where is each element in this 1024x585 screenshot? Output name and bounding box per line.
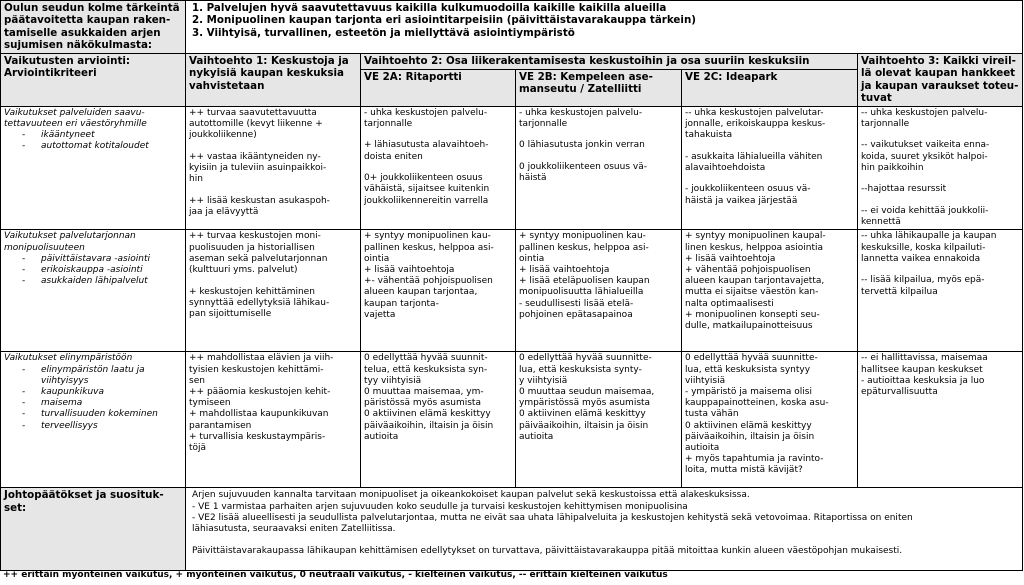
text-line: puolisuuden ja historiallisen [189,242,315,253]
impact-entry [685,184,854,206]
text-line: häistä [519,173,547,184]
ve2a-header: VE 2A: Ritaportti [361,70,516,107]
text-line: ++ vastaa ikääntyneiden ny- [189,151,321,162]
text-line: pallinen keskus, helppoa asi- [519,242,649,253]
text-line: kauppapainotteinen, koska asu- [685,398,829,409]
text-line: alueen kaupan tarjontavajetta, [685,276,825,287]
text-line: lähiasutusta, seuraavaksi eniten Zatelliitissa. [192,524,396,535]
cell-ve1 [186,106,361,230]
sub-criterion: - autottomat kotitaloudet [22,141,182,152]
cell-ve3 [858,352,1023,488]
text-line: autottomille (kevyt liikenne + [189,118,323,129]
text-line: + vähentää pohjoispuolisen [685,265,811,276]
impact-entry [192,546,1016,557]
text-line: hin paikkoihin [861,162,924,173]
goal-item: 3. Viihtyisä, turvallinen, esteetön ja miellyttävä asiointiympäristö [192,26,575,39]
criterion-cell: Vaikutukset elinympäristöön - elinympäristön laatu ja viihtyisyys - kaupunkikuva - maisema - turvallisuuden kokeminen - terveellisyys [1,352,186,488]
cell-ve2c [682,352,858,488]
impact-entry [519,162,678,184]
text-line: + myös tapahtumia ja ravinto- [685,454,824,465]
text-line: VE 2B: Kempeleen ase- [519,71,653,84]
text-line: ++ turvaa keskustojen moni- [189,231,321,242]
impact-entry [685,231,854,332]
cell-ve1 [186,230,361,352]
text-line: vähäistä, sijaitsee kuitenkin [364,184,490,195]
text-line: Oulun seudun kolme tärkeintä [4,2,180,14]
text-line: + monipuolinen konsepti seu- [685,309,820,320]
text-line: lannetta vaikea ennakoida [861,253,981,264]
text-line: - uhka keskustojen palvelu- [519,107,643,118]
cell-ve2c [682,106,858,230]
text-line: -- lisää kilpailua, myös epä- [861,275,985,286]
cell-ve2a [361,352,516,488]
ve2-header: Vaihtoehto 2: Osa liikerakentamisesta keskustoihin ja osa suuriin keskuksiin [361,54,858,70]
sub-criterion: - ikääntyneet [22,130,182,141]
text-line: 0 edellyttää hyvää suunnit- [364,353,488,364]
text-line: 0 edellyttää hyvää suunnitte- [519,353,652,364]
impact-entry [189,231,357,276]
text-line: manseutu / Zatelliitti [519,83,642,96]
impact-entry [519,140,678,151]
text-line: alavaihtoehdoista [685,162,766,173]
text-line: autioita [364,431,399,442]
text-line: Vaihtoehto 3: Kaikki vireil- [861,55,1016,67]
text-line: kyisiin ja tuleviin asuinpaikkoi- [189,162,327,173]
sub-criterion: - erikoiskauppa -asiointi [22,265,182,276]
impact-entry [861,108,1019,130]
text-line: parantamisen [189,420,252,431]
text-line: koida, suuret yksiköt halpoi- [861,151,988,162]
text-line: ja kaupan varaukset toteu- [861,79,1019,92]
text-line: + lisää vaihtoehtoja [685,253,776,264]
text-line: + lisää vaihtoehtoja [364,265,455,276]
table-row [1,106,1023,230]
text-line: + lisää eteläpuolisen kaupan [519,276,650,287]
impact-entry [519,353,678,443]
conclusions-row [1,488,1023,571]
text-line: doista eniten [364,151,423,162]
text-line: + syntyy monipuolinen kau- [519,231,646,242]
text-line: - ympäristö ja maisema olisi [685,387,812,398]
text-line: loita, mutta mistä kävijät? [685,465,803,476]
impact-entry [192,490,1016,535]
impact-entry [364,108,512,130]
text-line: jaa ja elävyyttä [189,206,259,217]
text-line: - VE 1 varmistaa parhaiten arjen sujuvuuden koko seudulle ja turvaisi keskustojen kehittymisen monipuolisina [192,501,688,512]
impact-entry [861,184,1019,195]
sub-criterion: - terveellisyys [22,421,182,432]
text-line: - autioittaa keskuksia ja luo [861,375,985,386]
text-line: (kulttuuri yms. palvelut) [189,265,298,276]
text-line: + lisää vaihtoehtoja [519,265,610,276]
impact-entry [189,353,357,454]
text-line: + syntyy monipuolinen kaupal- [685,231,826,242]
impact-entry [189,196,357,218]
text-line: epäturvallisuutta [861,387,938,398]
ve2c-header: VE 2C: Ideapark [682,70,858,107]
text-line: tyisien keskustojen kehittämi- [189,364,324,375]
text-line: Vaikutusten arviointi: [4,55,131,67]
text-line: + mahdollistaa kaupunkikuvan [189,409,329,420]
impact-entry [189,287,357,321]
impact-entry [364,140,512,162]
impact-entry [861,231,1019,265]
text-line: vajetta [364,309,396,320]
text-line: tervettä kilpailua [861,286,938,297]
text-line: päristössä myös asumista [364,398,481,409]
text-line: 0 muuttaa maisemaa, ym- [364,387,484,398]
text-line: ++ lisää keskustan asukaspoh- [189,195,330,206]
text-line: sujumisen näkökulmasta: [4,39,153,52]
text-line: + lähiasutusta alavaihtoeh- [364,140,489,151]
text-line: aseman sekä palvelutarjonnan [189,253,328,264]
impact-entry [861,206,1019,228]
text-line: jonnalle, erikoiskauppa keskus- [685,118,826,129]
text-line: - asukkaita lähialueilla vähiten [685,151,823,162]
impact-entry [861,353,1019,398]
impact-entry [861,275,1019,297]
text-line: 0 aktiivinen elämä keskittyy [519,409,646,420]
text-line: tyy viihtyisiä [364,375,422,386]
text-line: --hajottaa resurssit [861,184,947,195]
goal-item: 1. Palvelujen hyvä saavutettavuus kaikilla kulkumuodoilla kaikille kaikilla alueilla [192,2,667,14]
text-line: nykyisiä kaupan keskuksia [189,67,345,80]
sub-criterion [22,365,182,387]
intro-title [1,1,186,54]
text-line: päätavoitetta kaupan raken- [4,14,171,27]
text-line: -- uhka keskustojen palvelu- [861,107,988,118]
text-line: -- ei voida kehittää joukkolii- [861,206,989,217]
sub-criterion: - turvallisuuden kokeminen [22,409,182,420]
text-line: 0 muuttaa seudun maisemaa, [519,387,655,398]
cell-ve2b [516,230,682,352]
text-line: pan sijoittumiselle [189,309,272,320]
text-line: -- vaikutukset vaikeita enna- [861,140,990,151]
sub-criterion: - kaupunkikuva [22,387,182,398]
cell-ve3 [858,106,1023,230]
text-line: lua, että keskuksista syntyy [685,364,811,375]
text-line: ointia [519,253,545,264]
text-line: töjä [189,443,207,454]
text-line: päiväaikoihin, iltaisin ja öisin [685,431,815,442]
cell-ve2b [516,352,682,488]
text-line: - VE2 lisää alueellisesti ja seudullista palvelutarjontaa, mutta ne eivät saa uhata lähipalveluita ja keskustojen kehitystä sekä vetovoimaa. Ritaportissa on eniten [192,512,913,523]
text-line: -- uhka keskustojen palvelutar- [685,107,824,118]
text-line: dulle, matkailupainotteisuus [685,321,813,332]
text-line: ++ mahdollistaa elävien ja viih- [189,353,334,364]
criterion-cell: Vaikutukset palveluiden saavu- tettavuuteen eri väestöryhmille - ikääntyneet - autottomat kotitaloudet [1,106,186,230]
text-line: kennettä [861,217,901,228]
impact-entry [519,108,678,130]
text-line: hallitsee kaupan keskukset [861,364,983,375]
cell-ve3 [858,230,1023,352]
impact-entry [861,140,1019,174]
text-line: tarjonnalle [364,118,413,129]
sub-criterion: - päivittäistavara -asiointi [22,254,182,265]
text-line: päiväaikoihin, iltaisin ja öisin [364,420,494,431]
goals-list [186,1,1023,54]
text-line: viihtyisiä [685,375,726,386]
text-line: +- vähentää pohjoispuolisen [364,276,493,287]
text-line: autioita [685,443,720,454]
criteria-header [1,54,186,107]
text-line: 0+ joukkoliikenteen osuus [364,173,483,184]
text-line: + turvallisia keskustaympäris- [189,431,326,442]
text-line: lä olevat kaupan hankkeet [861,67,1016,80]
impact-entry [364,353,512,443]
text-line: 0 aktiivinen elämä keskittyy [364,409,491,420]
impact-entry [189,108,357,142]
text-line: pallinen keskus, helppoa asi- [364,242,494,253]
text-line: - seudullisesti lisää etelä- [519,298,634,309]
cell-ve2a [361,230,516,352]
text-line: Vaihtoehto 1: Keskustoja ja [189,55,349,67]
impact-legend: ++ erittäin myönteinen vaikutus, + myönteinen vaikutus, 0 neutraali vaikutus, - kielteinen vaikutus, -- erittäin kielteinen vaikutus [3,570,668,580]
cell-ve2a [361,106,516,230]
text-line: -- ei hallittavissa, maisemaa [861,353,988,364]
criterion-cell: Vaikutukset palvelutarjonnan monipuolisuuteen - päivittäistavara -asiointi - erikoiskauppa -asiointi - asukkaiden lähipalvelut [1,230,186,352]
text-line: tymiseen [189,398,231,409]
text-line: tahakuista [685,130,733,141]
impact-entry [685,152,854,174]
text-line: 0 edellyttää hyvää suunnitte- [685,353,818,364]
text-line: sen [189,375,205,386]
text-line: joukkoliikenne) [189,130,257,141]
cell-ve2c [682,230,858,352]
text-line: Arjen sujuvuuden kannalta tarvitaan monipuoliset ja oikeankokoiset kaupan palvelut sekä keskustoissa että alakeskuksissa. [192,490,750,501]
text-line: ointia [364,253,390,264]
ve2b-header [516,70,682,107]
goal-item: 2. Monipuolinen kaupan tarjonta eri asiointitarpeisiin (päivittäistavarakauppa tärkein) [192,14,696,27]
impact-entry [519,231,678,321]
impact-entry [364,173,512,207]
text-line: - uhka keskustojen palvelu- [364,107,488,118]
text-line: ympäristössä myös asumista [519,398,651,409]
ve1-header [186,54,361,107]
text-line: tamiselle asukkaiden arjen [4,26,161,39]
text-line: ++ turvaa saavutettavuutta [189,107,317,118]
text-line: - elinympäristön laatu ja [41,364,145,375]
text-line: set: [4,501,27,514]
text-line: nalta optimaalisesti [685,298,774,309]
table-row [1,230,1023,352]
text-line: tarjonnalle [861,118,910,129]
text-line: + syntyy monipuolinen kau- [364,231,491,242]
conclusions-label [1,488,186,571]
text-line: 0 aktiivinen elämä keskittyy [685,420,812,431]
text-line: Johtopäätökset ja suosituk- [4,489,164,502]
text-line: - joukkoliikenteen osuus vä- [685,184,811,195]
text-line: 0 joukkoliikenteen osuus vä- [519,162,647,173]
text-line: päiväaikoihin, iltaisin ja öisin [519,420,649,431]
text-line: 0 lähiasutusta jonkin verran [519,140,645,151]
text-line: monipuolisuutta lähialueilla [519,287,644,298]
text-line: tarjonnalle [519,118,568,129]
text-line: joukkoliikennereitin varrella [364,195,489,206]
text-line: vahvistetaan [189,79,265,92]
text-line: pohjoinen epätasapainoa [519,309,633,320]
text-line: autioita [519,431,554,442]
impact-entry [364,231,512,321]
text-line: keskuksille, koska kilpailuti- [861,242,986,253]
sub-criterion: - maisema [22,398,182,409]
cell-ve2b [516,106,682,230]
sub-criterion: - asukkaiden lähipalvelut [22,276,182,287]
text-line: y viihtyisiä [519,375,568,386]
text-line: + keskustojen kehittäminen [189,286,315,297]
text-line: synnyttää edellytyksiä lähikau- [189,297,330,308]
text-line: linen keskus, helppoa asiointia [685,242,823,253]
text-line: Arviointikriteeri [4,67,97,80]
text-line: alueen kaupan tarjontaa, kaupan tarjonta- [364,287,478,309]
impact-entry [189,152,357,186]
text-line: telua, että keskuksista syn- [364,364,488,375]
text-line: mutta ei sijaitse väestön kan- [685,287,819,298]
ve3-header [858,54,1023,107]
impact-entry [685,353,854,476]
text-line: viihtyisyys [41,375,89,386]
conclusions-text [186,488,1023,571]
text-line: tuvat [861,92,892,105]
cell-ve1 [186,352,361,488]
text-line: tusta vähän [685,409,739,420]
text-line: lua, että keskuksista synty- [519,364,642,375]
text-line: hin [189,174,203,185]
impact-entry [685,108,854,142]
text-line: häistä ja vaikea järjestää [685,195,798,206]
text-line: Päivittäistavarakaupassa lähikaupan kehittämisen edellytykset on turvattava, päivittäistavarakauppa pitää mitoittaa kunkin alueen väestöpohjan mukaisesti. [192,545,903,556]
text-line: -- uhka lähikaupalle ja kaupan [861,231,997,242]
text-line: ++ pääomia keskustojen kehit- [189,387,331,398]
table-row [1,352,1023,488]
